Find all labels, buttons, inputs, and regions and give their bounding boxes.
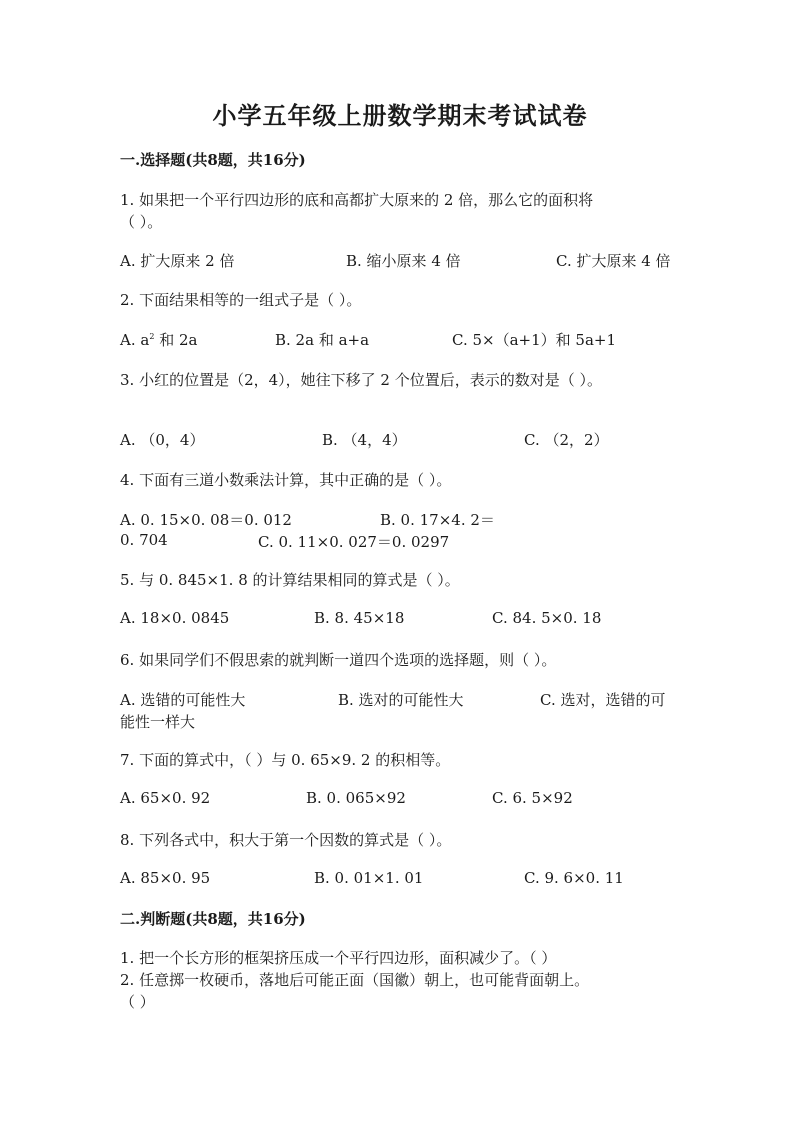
option-b: B. 0. 17×4. 2＝ xyxy=(380,511,495,529)
question-stem: 1. 把一个长方形的框架挤压成一个平行四边形，面积减少了。（ ） xyxy=(120,949,557,967)
option-c: C. 扩大原来 4 倍 xyxy=(556,252,671,270)
option-a: A. 65×0. 92 xyxy=(120,789,211,807)
option-b: B. 2a 和 a+a xyxy=(275,331,370,349)
question-stem: 2. 任意掷一枚硬币，落地后可能正面（国徽）朝上，也可能背面朝上。 xyxy=(120,971,590,989)
option-a-base: A. a xyxy=(120,331,150,349)
option-c: C. 选对，选错的可 xyxy=(540,691,666,709)
option-a: A. 18×0. 0845 xyxy=(120,609,230,627)
question-stem: 2. 下面结果相等的一组式子是（ ）。 xyxy=(120,291,362,309)
option-a: A. 选错的可能性大 xyxy=(120,691,246,709)
page-title: 小学五年级上册数学期末考试试卷 xyxy=(212,101,588,130)
question-stem: 1. 如果把一个平行四边形的底和高都扩大原来的 2 倍，那么它的面积将 xyxy=(120,191,594,209)
option-a: A. 扩大原来 2 倍 xyxy=(120,252,235,270)
option-b: B. （4，4） xyxy=(322,431,407,449)
option-b: B. 0. 065×92 xyxy=(306,789,406,807)
option-c: C. 6. 5×92 xyxy=(492,789,573,807)
question-stem: 6. 如果同学们不假思索的就判断一道四个选项的选择题，则（ ）。 xyxy=(120,651,557,669)
option-b: B. 0. 01×1. 01 xyxy=(314,869,424,887)
option-b: B. 8. 45×18 xyxy=(314,609,405,627)
option-c: C. 84. 5×0. 18 xyxy=(492,609,602,627)
option-b: B. 选对的可能性大 xyxy=(338,691,464,709)
option-c: C. 5×（a+1）和 5a+1 xyxy=(452,331,617,349)
option-b-wrap: 0. 704 xyxy=(120,531,168,549)
question-stem: 4. 下面有三道小数乘法计算，其中正确的是（ ）。 xyxy=(120,471,452,489)
option-c: C. （2，2） xyxy=(524,431,609,449)
question-stem: 3. 小红的位置是（2，4），她往下移了 2 个位置后，表示的数对是（ ）。 xyxy=(120,371,603,389)
section-heading-choice: 一.选择题(共8题，共16分) xyxy=(120,151,306,169)
question-stem: 8. 下列各式中，积大于第一个因数的算式是（ ）。 xyxy=(120,831,452,849)
question-stem: 5. 与 0. 845×1. 8 的计算结果相同的算式是（ ）。 xyxy=(120,571,460,589)
superscript: 2 xyxy=(149,332,155,341)
question-stem: 7. 下面的算式中，（ ）与 0. 65×9. 2 的积相等。 xyxy=(120,751,451,769)
answer-blank: （ ） xyxy=(120,993,155,1011)
option-c-wrap: 能性一样大 xyxy=(120,713,196,731)
option-a: A. 0. 15×0. 08＝0. 012 xyxy=(120,511,292,529)
section-heading-judgement: 二.判断题(共8题，共16分) xyxy=(120,910,306,928)
option-c: C. 0. 11×0. 027＝0. 0297 xyxy=(258,533,450,551)
option-b: B. 缩小原来 4 倍 xyxy=(346,252,461,270)
option-c: C. 9. 6×0. 11 xyxy=(524,869,624,887)
option-a: A. 85×0. 95 xyxy=(120,869,211,887)
option-a-rest: 和 2a xyxy=(159,331,198,349)
answer-blank: （ ）。 xyxy=(120,213,163,231)
option-a xyxy=(120,329,197,350)
option-a: A. （0，4） xyxy=(120,431,205,449)
